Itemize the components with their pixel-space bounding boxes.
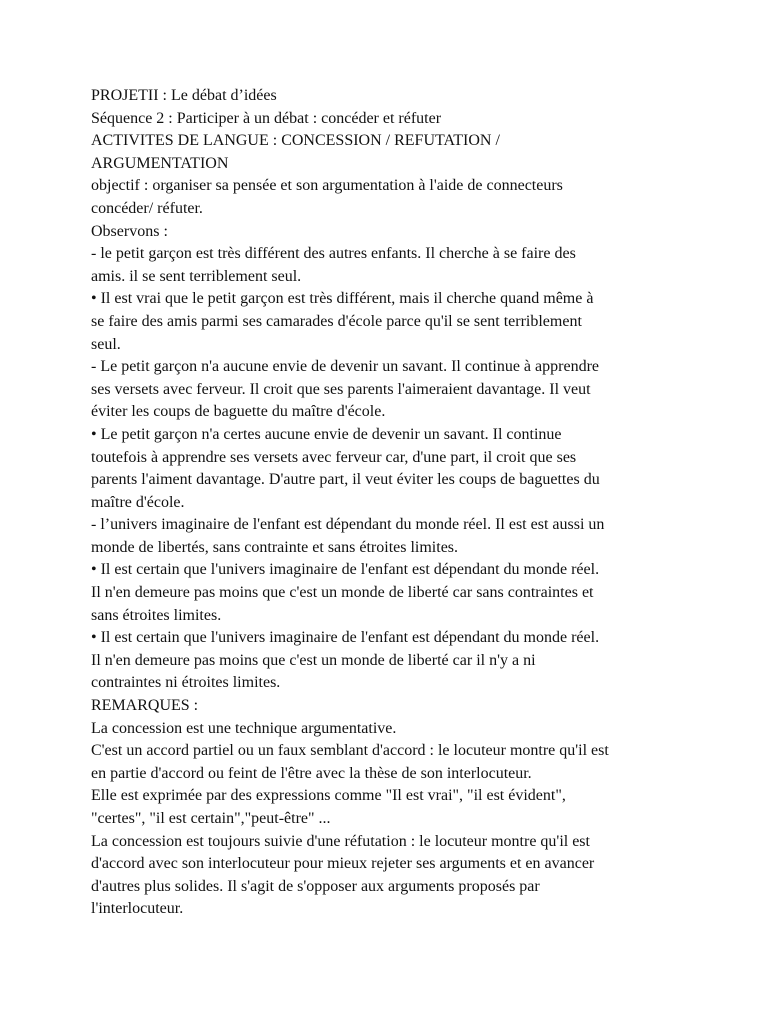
activities-heading-continued: ARGUMENTATION xyxy=(91,154,229,172)
text-line: parents l'aiment davantage. D'autre part, il veut éviter les coups de baguettes du xyxy=(91,471,600,489)
project-title: PROJETII : Le débat d’idées xyxy=(91,87,277,104)
text-line: se faire des amis parmi ses camarades d'école parce qu'il se sent terriblement xyxy=(91,312,582,330)
objective-line: concéder/ réfuter. xyxy=(91,199,203,217)
text-line: • Le petit garçon n'a certes aucune envie de devenir un savant. Il continue xyxy=(91,425,562,443)
remark-line: en partie d'accord ou feint de l'être avec la thèse de son interlocuteur. xyxy=(91,764,532,782)
remarques-heading: REMARQUES : xyxy=(91,697,199,715)
text-line: seul. xyxy=(91,335,121,353)
text-line: maître d'école. xyxy=(91,493,185,511)
text-line: • Il est certain que l'univers imaginaire de l'enfant est dépendant du monde réel. xyxy=(91,629,600,647)
text-line: sans étroites limites. xyxy=(91,606,222,624)
remark-line: C'est un accord partiel ou un faux semblant d'accord : le locuteur montre qu'il est xyxy=(91,742,609,760)
remark-line: l'interlocuteur. xyxy=(91,900,184,918)
objective-line: objectif : organiser sa pensée et son argumentation à l'aide de connecteurs xyxy=(91,177,563,195)
remark-line: La concession est une technique argumentative. xyxy=(91,719,397,737)
remark-line: d'autres plus solides. Il s'agit de s'opposer aux arguments proposés par xyxy=(91,877,540,895)
text-line: contraintes ni étroites limites. xyxy=(91,674,281,692)
remark-line: La concession est toujours suivie d'une réfutation : le locuteur montre qu'il est xyxy=(91,832,590,850)
remark-line: d'accord avec son interlocuteur pour mieux rejeter ses arguments et en avancer xyxy=(91,855,595,873)
text-line: amis. il se sent terriblement seul. xyxy=(91,267,302,285)
remark-line: Elle est exprimée par des expressions comme "Il est vrai", "il est évident", xyxy=(91,787,566,805)
text-line: - Le petit garçon n'a aucune envie de devenir un savant. Il continue à apprendre xyxy=(91,358,599,376)
text-line: ses versets avec ferveur. Il croit que ses parents l'aimeraient davantage. Il veut xyxy=(91,380,591,398)
activities-heading: ACTIVITES DE LANGUE : CONCESSION / REFUTATION / xyxy=(91,132,500,150)
text-line: Il n'en demeure pas moins que c'est un monde de liberté car sans contraintes et xyxy=(91,584,594,602)
text-line: - l’univers imaginaire de l'enfant est dépendant du monde réel. Il est est aussi un xyxy=(91,516,605,534)
text-line: toutefois à apprendre ses versets avec ferveur car, d'une part, il croit que ses xyxy=(91,448,577,466)
observons-heading: Observons : xyxy=(91,222,168,240)
text-line: • Il est certain que l'univers imaginaire de l'enfant est dépendant du monde réel. xyxy=(91,561,600,579)
remark-line: "certes", "il est certain","peut-être" ... xyxy=(91,810,331,827)
text-line: Il n'en demeure pas moins que c'est un monde de liberté car il n'y a ni xyxy=(91,651,536,669)
text-line: • Il est vrai que le petit garçon est très différent, mais il cherche quand même à xyxy=(91,290,594,308)
sequence-title: Séquence 2 : Participer à un débat : concéder et réfuter xyxy=(91,109,442,127)
text-line: - le petit garçon est très différent des autres enfants. Il cherche à se faire des xyxy=(91,245,576,263)
document-body xyxy=(91,85,691,921)
text-line: monde de libertés, sans contrainte et sans étroites limites. xyxy=(91,538,459,556)
text-line: éviter les coups de baguette du maître d'école. xyxy=(91,403,386,421)
